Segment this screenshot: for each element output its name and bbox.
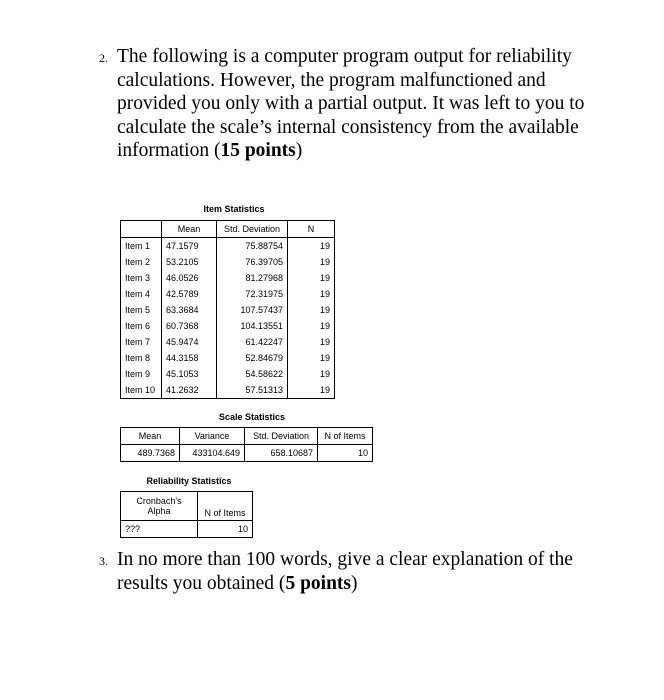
header-std-deviation: Std. Deviation <box>245 428 318 445</box>
table-row <box>121 366 335 382</box>
reliability-statistics-value-row <box>121 521 253 538</box>
table-row <box>121 286 335 302</box>
scale-std-deviation-value: 658.10687 <box>245 445 318 462</box>
header-alpha-line1: Cronbach's <box>136 496 182 506</box>
std-deviation-value: 107.57437 <box>217 302 288 318</box>
mean-value: 46.0526 <box>162 270 217 286</box>
corner-cell <box>121 221 162 238</box>
question-3-body: In no more than 100 words, give a clear explanation of the results you obtained ( <box>117 549 573 594</box>
row-label: Item 3 <box>121 270 162 286</box>
cronbachs-alpha-value: ??? <box>121 521 198 538</box>
scale-statistics-value-row <box>121 445 373 462</box>
table-row <box>121 350 335 366</box>
row-label: Item 8 <box>121 350 162 366</box>
scale-n-of-items-value: 10 <box>357 448 368 458</box>
std-deviation-value: 72.31975 <box>217 286 288 302</box>
scale-variance-value: 433104.649 <box>180 445 245 462</box>
header-n-of-items: N of Items <box>318 428 373 445</box>
mean-value: 45.9474 <box>162 334 217 350</box>
question-2-body: The following is a computer program output for reliability calculations. However, the program malfunctioned and provided you only with a partial output. It was left to you to calculate the scale’s internal consistency from the available information ( <box>117 46 585 161</box>
row-label: Item 1 <box>121 238 162 255</box>
std-deviation-value: 54.58622 <box>217 366 288 382</box>
n-value: 19 <box>319 257 330 267</box>
scale-statistics-title: Scale Statistics <box>218 412 286 422</box>
std-deviation-value: 57.51313 <box>217 382 288 399</box>
std-deviation-value: 104.13551 <box>217 318 288 334</box>
header-alpha-line2: Alpha <box>147 506 171 516</box>
question-2-number: 2. <box>99 51 108 65</box>
header-n-of-items: N of Items <box>198 492 253 521</box>
question-3-number: 3. <box>99 554 108 568</box>
question-3-text <box>117 548 619 595</box>
n-value: 19 <box>319 385 330 395</box>
std-deviation-value: 75.88754 <box>217 238 288 255</box>
question-3-points: 5 points <box>285 572 352 594</box>
mean-value: 45.1053 <box>162 366 217 382</box>
n-value: 19 <box>319 369 330 379</box>
row-label: Item 6 <box>121 318 162 334</box>
item-statistics-table <box>120 220 335 399</box>
header-std-deviation: Std. Deviation <box>217 221 288 238</box>
header-mean: Mean <box>121 428 180 445</box>
row-label: Item 5 <box>121 302 162 318</box>
header-mean: Mean <box>162 221 217 238</box>
table-row <box>121 382 335 399</box>
row-label: Item 10 <box>121 382 162 399</box>
scale-statistics-header-row <box>121 428 373 445</box>
mean-value: 42.5789 <box>162 286 217 302</box>
table-row <box>121 238 335 255</box>
item-statistics-header-row <box>121 221 335 238</box>
reliability-statistics-header-row <box>121 492 253 521</box>
question-2-close: ) <box>295 140 303 161</box>
mean-value: 60.7368 <box>162 318 217 334</box>
n-value: 19 <box>319 321 330 331</box>
n-of-items-value: 10 <box>237 524 248 534</box>
std-deviation-value: 76.39705 <box>217 254 288 270</box>
table-row <box>121 254 335 270</box>
table-row <box>121 334 335 350</box>
mean-value: 44.3158 <box>162 350 217 366</box>
n-value: 19 <box>319 305 330 315</box>
row-label: Item 2 <box>121 254 162 270</box>
mean-value: 53.2105 <box>162 254 217 270</box>
mean-value: 47.1579 <box>162 238 217 255</box>
question-2-points: 15 points <box>220 140 296 161</box>
header-n: N <box>288 221 335 238</box>
scale-statistics-table <box>120 427 373 462</box>
scale-mean-value: 489.7368 <box>121 445 180 462</box>
mean-value: 41.2632 <box>162 382 217 399</box>
header-cronbachs-alpha <box>121 492 198 521</box>
table-row <box>121 302 335 318</box>
n-value: 19 <box>319 241 330 251</box>
std-deviation-value: 61.42247 <box>217 334 288 350</box>
question-2-text <box>117 45 619 163</box>
n-value: 19 <box>319 289 330 299</box>
n-value: 19 <box>319 273 330 283</box>
header-variance: Variance <box>180 428 245 445</box>
question-3 <box>99 548 619 595</box>
row-label: Item 9 <box>121 366 162 382</box>
reliability-statistics-title: Reliability Statistics <box>146 476 232 486</box>
std-deviation-value: 81.27968 <box>217 270 288 286</box>
reliability-statistics-table <box>120 491 253 538</box>
question-2 <box>99 45 619 163</box>
row-label: Item 7 <box>121 334 162 350</box>
table-row <box>121 270 335 286</box>
mean-value: 63.3684 <box>162 302 217 318</box>
row-label: Item 4 <box>121 286 162 302</box>
question-3-close: ) <box>351 572 358 594</box>
item-statistics-title: Item Statistics <box>203 204 265 214</box>
std-deviation-value: 52.84679 <box>217 350 288 366</box>
n-value: 19 <box>319 353 330 363</box>
table-row <box>121 318 335 334</box>
n-value: 19 <box>319 337 330 347</box>
